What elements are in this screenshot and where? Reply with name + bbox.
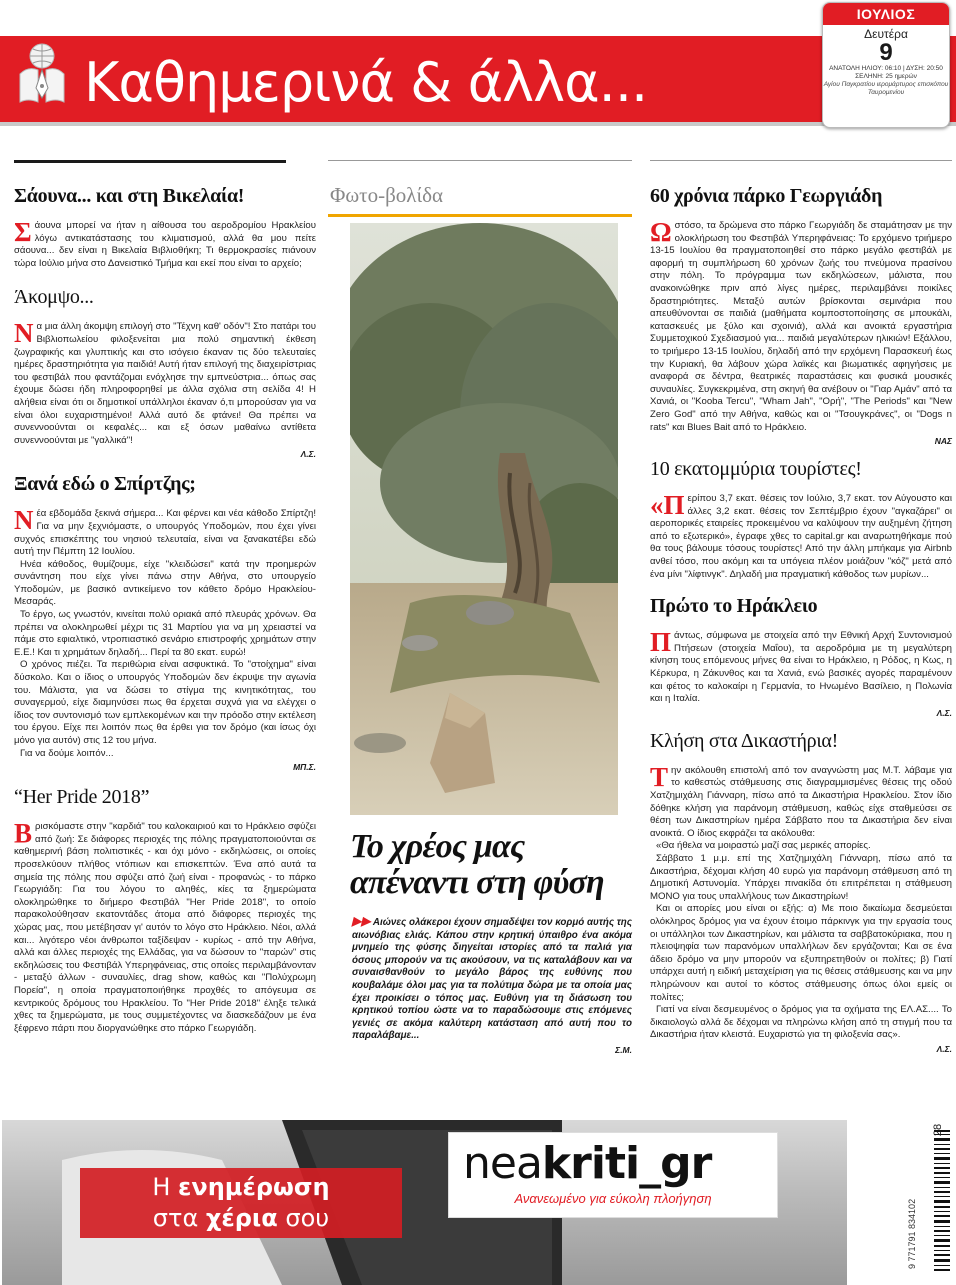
- signature: Λ.Σ.: [936, 1043, 952, 1054]
- calendar-moon: ΣΕΛΗΝΗ: 25 ημερών: [855, 73, 917, 80]
- header-divider: [0, 122, 956, 126]
- article-title-akompso: Άκομψο...: [14, 286, 94, 309]
- article-body-courts: Την ακόλουθη επιστολή από τον αναγνώστη μας Μ.Τ. λάβαμε για το καθεστώς στάθμευσης στις διαγραμμισμένες θέσεις της οδού Χατζημιχάλη Γιάνναρη, πίσω από τα Δικαστήρια Ηρακλείου. Στον ίδιο δόθηκε κλήση για παράνομη στάθμευση, καθώς είχε σταθμεύσει σε θέση των Δικαστηρίων ημέρα Σάββατο που τα Δικαστήρια δεν είναι ανοικτά. Ο ίδιος εκφράζει τα ακόλουθα:: [650, 761, 952, 839]
- middle-column: [328, 160, 632, 1055]
- drop-cap: Σ: [14, 217, 32, 247]
- article-title-tourists: 10 εκατομμύρια τουρίστες!: [650, 458, 862, 481]
- masthead-title: Καθημερινά & άλλα...: [84, 51, 648, 114]
- article-title-sauna: Σάουνα... και στη Βικελαία!: [14, 185, 245, 207]
- column-rule: [650, 160, 952, 161]
- article-paragraph: Και οι απορίες μου είναι οι εξής: α) Με ποιο δικαίωμα δεσμεύεται ολόκληρος δρόμος για να έχουν έτοιμο πάρκινγκ για την εργασία τους οι υπάλληλοι των Δικαστηρίων, και μάλιστα τα σαββατοκύριακα, που η πλειοψηφία των παρανόμων υπαλλήλων δεν εργάζονται; Και σε ένα άδειο δρόμο να μην μπορούν να εξυπηρετηθούν οι πολίτες; β) Γιατί υπάρχει αυτή η ειδική μεταχείριση για τις θέσεις στάθμευσης και να μην πληρώνουν και αυτοί το κόστος στάθμευσης όπως όλοι εμείς οι πολίτες;: [650, 903, 952, 1003]
- calendar-sun-times: ΑΝΑΤΟΛΗ ΗΛΙΟΥ: 06:10 | ΔΥΣΗ: 20:50: [829, 65, 943, 72]
- article-body-akompso: Να μια άλλη άκομψη επιλογή στο "Τέχνη καθ' οδόν"! Στο πατάρι του Βιβλιοπωλείου φιλοξενείται μια πολύ σημαντική έκθεση ζωγραφικής και γλυπτικής και στο ισόγειο έκαναν τις δύο τελευταίες ημέρες δραστηριότητα για παιδιά! Αυτή ήταν επιλογή της διαχειρίστριας του φεστιβάλ που φαντάζομαι ενόχλησε την εμπνεύστρια... όπως σας έχουμε δώσει ήδη πληροφορηθεί με άλλα σχόλια στη σελίδα 4! Η αλήθεια είναι ότι οι δημοτικοί υπάλληλοι έκαναν ό,τι μπορούσαν για να είναι όλοι ευχαριστημένοι! Αλλά αυτό δε φτάνει! Θα πρέπει να συνεννοούνται οι κεφαλές... και εξ όσων μαθαίνω αντίθετα συνεννοούνται με "γαλλικά"!: [14, 318, 316, 446]
- article-paragraph: Ηνέα κάθοδος, θυμίζουμε, είχε "κλειδώσει" κατά την προημερών συνάντηση που είχε γίνει πάνω στην Αθήνα, στο υπουργείο Υποδομών, με βασικό αντικείμενο τον κάθετο δρόμο Ηρακλείου-Μεσαράς.: [14, 558, 316, 608]
- section-label: Φωτο-βολίδα: [330, 183, 444, 207]
- article-body-sauna: Σάουνα μπορεί να ήταν η αίθουσα του αεροδρομίου Ηρακλείου λόγω αντικατάστασης του κλιματισμού, αλλά θα μου πείτε σάουνα... δεν είναι η Βικελαία Βιβλιοθήκη; Τι θερμοκρασίες πιάνουν τώρα Ιούλιο μήνα στο Δανειστικό Τμήμα και εκεί που είναι το αρχείο;: [14, 217, 316, 269]
- left-column: [14, 160, 316, 1035]
- drop-cap: Β: [14, 818, 33, 849]
- article-body-her-pride: Βρισκόμαστε στην "καρδιά" του καλοκαιριού και το Ηράκλειο σφύζει από ζωή: Σε διάφορες περιοχές της πόλης πραγματοποιούνται σε καθημερινή βάση πολιτιστικές - και όχι μόνο - εκδηλώσεις, οι οποίες προσελκύουν πλήθος ντόπιων και επισκεπτών. Ένα από αυτά τα σημεία της πόλης που σφύζει από ζωή είναι - προφανώς - το πάρκο Γεωργιάδη: Για του λόγου το αληθές, κίες τα ξημερώματα ολοκληρώθηκε το διήμερο Φεστιβάλ "Her Pride 2018", το οποίο παρακολούθησαν εκατοντάδες άτομα από διάφορες περιοχές της χώρας μας, που μετέβησαν γι' αυτόν το λόγο στο Ηράκλειο. Νέοι, αλλά και... λιγότερο νέοι άνθρωποι ταξίδεψαν - κυρίως - από την Αθήνα, αλλά και άλλες περιοχές της Ελλάδας, για να δώσουν το "παρών" στις εκδηλώσεις του Φεστιβάλ Υπερηφάνειας, στις οποίες περιλαμβάνονταν - μεταξύ άλλων - συναυλίες, drag show, καθώς και "Πολύχρωμη Πορεία", η οποία πραγματοποιήθηκε προχθές το απόγευμα σε κεντρικούς δρόμους του Ηρακλείου. Το "Her Pride 2018" έληξε τελικά χθες τα ξημερώματα, με τους συμμετέχοντες να διασκεδάζουν με ένα ξέφρενο πάρτι που διοργανώθηκε στο πάρκο Γεωργιάδη.: [14, 818, 316, 1034]
- article-title-her-pride: “Her Pride 2018”: [14, 786, 150, 809]
- column-rule: [328, 160, 632, 161]
- drop-cap: Ω: [650, 217, 672, 247]
- ad-brand-box[interactable]: [448, 1132, 778, 1218]
- barcode-digits: 9 771791 834102: [907, 1198, 917, 1269]
- column-rule: [14, 160, 286, 163]
- article-paragraph: Γιατί να είναι δεσμευμένος ο δρόμος για τα οχήματα της ΕΛ.ΑΣ.... Το δικαιολογώ αλλά δε δέχομαι να πληρώνω κλήση από τη στιγμή που τα Δικαστήρια ήταν κλειστά. Ευχαριστώ για τη φιλοξενία σας».: [650, 1004, 952, 1041]
- article-paragraph: Για να δούμε λοιπόν...: [20, 747, 114, 759]
- signature: Λ.Σ.: [936, 707, 952, 718]
- ad-slogan: Η ενημέρωση στα χέρια σου: [80, 1168, 402, 1238]
- brand-tagline: Ανανεωμένο για εύκολη πλοήγηση: [514, 1191, 712, 1206]
- article-title-park: 60 χρόνια πάρκο Γεωργιάδη: [650, 185, 883, 207]
- article-paragraph: Ο χρόνος πιέζει. Τα περιθώρια είναι ασφυκτικά. Το "στοίχημα" είναι δύσκολο. Και ο ίδιος ο υπουργός Υποδομών δεν έκρυψε την αγωνία του. Μάλιστα, για να δώσει το στίγμα της κινητικότητας, του συναγερμού, είχε διαμηνύσει πως θα έρχεται συχνά για να ελέγχει ο ίδιος τον συντονισμό των εμπλεκομένων και την πρόοδο στην εκτέλεση του έργου. Είχε πει λοιπόν πως θα έρθει για τον δρόμο (και ίσως όχι μόνο για αυτόν) στις 12 του μήνα.: [14, 659, 316, 746]
- signature: ΜΠ.Σ.: [293, 762, 316, 773]
- article-body-park: Ωστόσο, τα δρώμενα στο πάρκο Γεωργιάδη δε σταμάτησαν με την ολοκλήρωση του Φεστιβάλ Υπερηφάνειας: Το ερχόμενο τριήμερο 13-15 Ιουλίου θα πραγματοποιηθεί στο πάρκο μεγάλο φεστιβάλ με αφορμή τη συμπλήρωση 60 χρόνων ζωής του πνεύμονα πρασίνου στην πόλη. Το πρόγραμμα των εκδηλώσεων, μάλιστα, που ανακοινώθηκε πριν από λίγες ημέρες, περιλαμβάνει ποικίλες δραστηριότητες. Μεταξύ αυτών βρίσκονται σεμινάρια που απευθύνονται σε παιδιά (μαθήματα κομποστοποίησης σε μπουκάλι, κατασκευές με ξύλο και σχοινιά), αλλά και ανοικτά εργαστήρια Συμμετοχικού Σχεδιασμού για... παιδιά μεγαλύτερων ηλικιών! Εξάλλου, το τριήμερο 13-15 Ιουλίου, δηλαδή από την ερχόμενη Παρασκευή έως την Κυριακή, θα λάβουν χώρα λαϊκές και βιωματικές αφηγήσεις με αναφορά σε δέντρα, θεατρικές παραστάσεις και φυσικά μουσικές συναυλίες. Συγκεκριμένα, στη σκηνή θα ανέβουν οι "Γιαρ Αμάν" από τα Χανιά, οι "Kooba Tercu", "Wham Jah", "Ορή", "The Periods" και "New Zero God" από την Αθήνα, καθώς και οι "Τσουγκράνες", οι "Dogs n rats" και Blues Bait από το Ηράκλειο.: [650, 217, 952, 433]
- feature-title: Το χρέος μας απέναντι στη φύση: [350, 828, 604, 901]
- date-calendar: [822, 2, 950, 128]
- right-column: [650, 160, 952, 1054]
- double-arrow-icon: ▶▶: [352, 914, 371, 928]
- drop-cap: Ν: [14, 505, 34, 536]
- page-header: [0, 0, 956, 128]
- article-body-spirtzis: Νέα εβδομάδα ξεκινά σήμερα... Και φέρνει και νέα κάθοδο Σπίρτζη! Για να μην ξεχνιόμαστε, ο υπουργός Υποδομών, που έχει γίνει συχνός επισκέπτης του νησιού τελευταία, είναι να ξανακατέβει εδώ αυτή την Πέμπτη 12 Ιουλίου.: [14, 505, 316, 558]
- article-paragraph: Σάββατο 1 μ.μ. επί της Χατζημιχάλη Γιάνναρη, πίσω από τα Δικαστήρια, δέχομαι κλήση 40 ευρώ για παράνομη στάθμευση από τη Δημοτική Αστυνομία. Υπάρχει πινακίδα ότι επιτρέπεται η στάθμευση ΜΟΝΟ για τους υπαλλήλους των Δικαστηρίων!: [650, 852, 952, 902]
- barcode-icon: [920, 1120, 952, 1285]
- drop-cap: «Π: [650, 490, 685, 521]
- drop-cap: Ν: [14, 318, 34, 349]
- olive-tree-image: [350, 223, 618, 815]
- drop-cap: Τ: [650, 761, 669, 792]
- page-number: 28: [932, 1123, 945, 1137]
- article-body-tourists: «Περίπου 3,7 εκατ. θέσεις τον Ιούλιο, 3,7 εκατ. τον Αύγουστο και άλλες 3,2 εκατ. θέσεις τον Σεπτέμβριο έχουν "αγκαζάρει" οι αεροπορικές εταιρείες προκειμένου να καλύψουν την αυξημένη ζήτηση από το εξωτερικό», έγραφε χθες το capital.gr και αναρωτηθήκαμε πού θα τους βάλουμε τόσους τουρίστες! Από την άλλη μπήκαμε για Airbnb ανθεί τόσο, που ακόμη και τα υπόγεια πλέον μοιάζουν "κόζ" μετά από ένα μίνι "λίφτινγκ". Δηλαδή μια πραγματική κάθοδος των μυρίων...: [650, 490, 952, 580]
- article-paragraph: «Θα ήθελα να μοιραστώ μαζί σας μερικές απορίες.: [656, 840, 871, 852]
- drop-cap: Π: [650, 627, 672, 658]
- signature: Σ.Μ.: [615, 1044, 632, 1055]
- feature-lead: ▶▶ Αιώνες ολάκεροι έχουν σημαδέψει τον κορμό αυτής της αιωνόβιας ελιάς. Κάπου στην κρητική ύπαιθρο ένα ακόμα μνημείο της φύσης διηγείται ιστορίες από τα παλιά για όσους μπορούν να τις ακούσουν, να τις καταλάβουν και να συναισθανθούν το μεγάλο βάρος της ευθύνης που κουβαλάμε όλοι μας για τα πολύτιμα δώρα με τα οποία μας έχει προικίσει ο τόπος μας. Ευθύνη για τη διάσωση του κρητικού τοπίου ώστε να το παραδώσουμε στις επόμενες γενιές σε ακόμα καλύτερη κατάσταση από αυτή που το παραλάβαμε...: [352, 914, 632, 1042]
- calendar-day: 9: [879, 39, 893, 66]
- article-paragraph: Το έργο, ως γνωστόν, κινείται πολύ οριακά από πλευράς χρόνων. Θα πρέπει να ολοκληρωθεί μέχρι τις 31 Μαρτίου για να μη χρειαστεί να πάμε στο εφιαλτικό, ντροπιαστικό σενάριο επιστροφής χρημάτων στην Ε.Ε.! Και τι χρημάτων δηλαδή... Περί τα 80 εκατ. ευρώ!: [14, 609, 316, 658]
- article-title-courts: Κλήση στα Δικαστήρια!: [650, 729, 838, 752]
- calendar-weekday: Δευτέρα: [864, 27, 908, 41]
- brand-logo: neakriti_gr: [463, 1138, 712, 1189]
- signature: Λ.Σ.: [300, 449, 316, 460]
- calendar-saints: Αγίου Παγκρατίου ιερομάρτυρος επισκόπου Ταυρομενίου: [823, 81, 949, 96]
- article-title-spirtzis: Ξανά εδώ ο Σπίρτζης;: [14, 473, 196, 496]
- article-body-heraklion: Πάντως, σύμφωνα με στοιχεία από την Εθνική Αρχή Συντονισμού Πτήσεων (στοιχεία Μαΐου), τα αεροδρόμια με τη μεγαλύτερη κίνηση τους επόμενους μήνες θα είναι το Ηράκλειο, η Ρόδος, η Κως, η Κέρκυρα, η Ζάκυνθος και τα Χανιά, ενώ βασικές αγορές παραμένουν και φέτος το καλοκαίρι η Γερμανία, το Ηνωμένο Βασίλειο, η Πολωνία και η Ιταλία.: [650, 627, 952, 705]
- calendar-month: ΙΟΥΛΙΟΣ: [823, 3, 949, 25]
- section-accent-line: [328, 214, 632, 217]
- globe-pen-logo-icon: [16, 40, 74, 106]
- article-title-heraklion: Πρώτο το Ηράκλειο: [650, 595, 818, 618]
- olive-tree-photo: [350, 223, 618, 815]
- signature: ΝΑΣ: [934, 436, 952, 447]
